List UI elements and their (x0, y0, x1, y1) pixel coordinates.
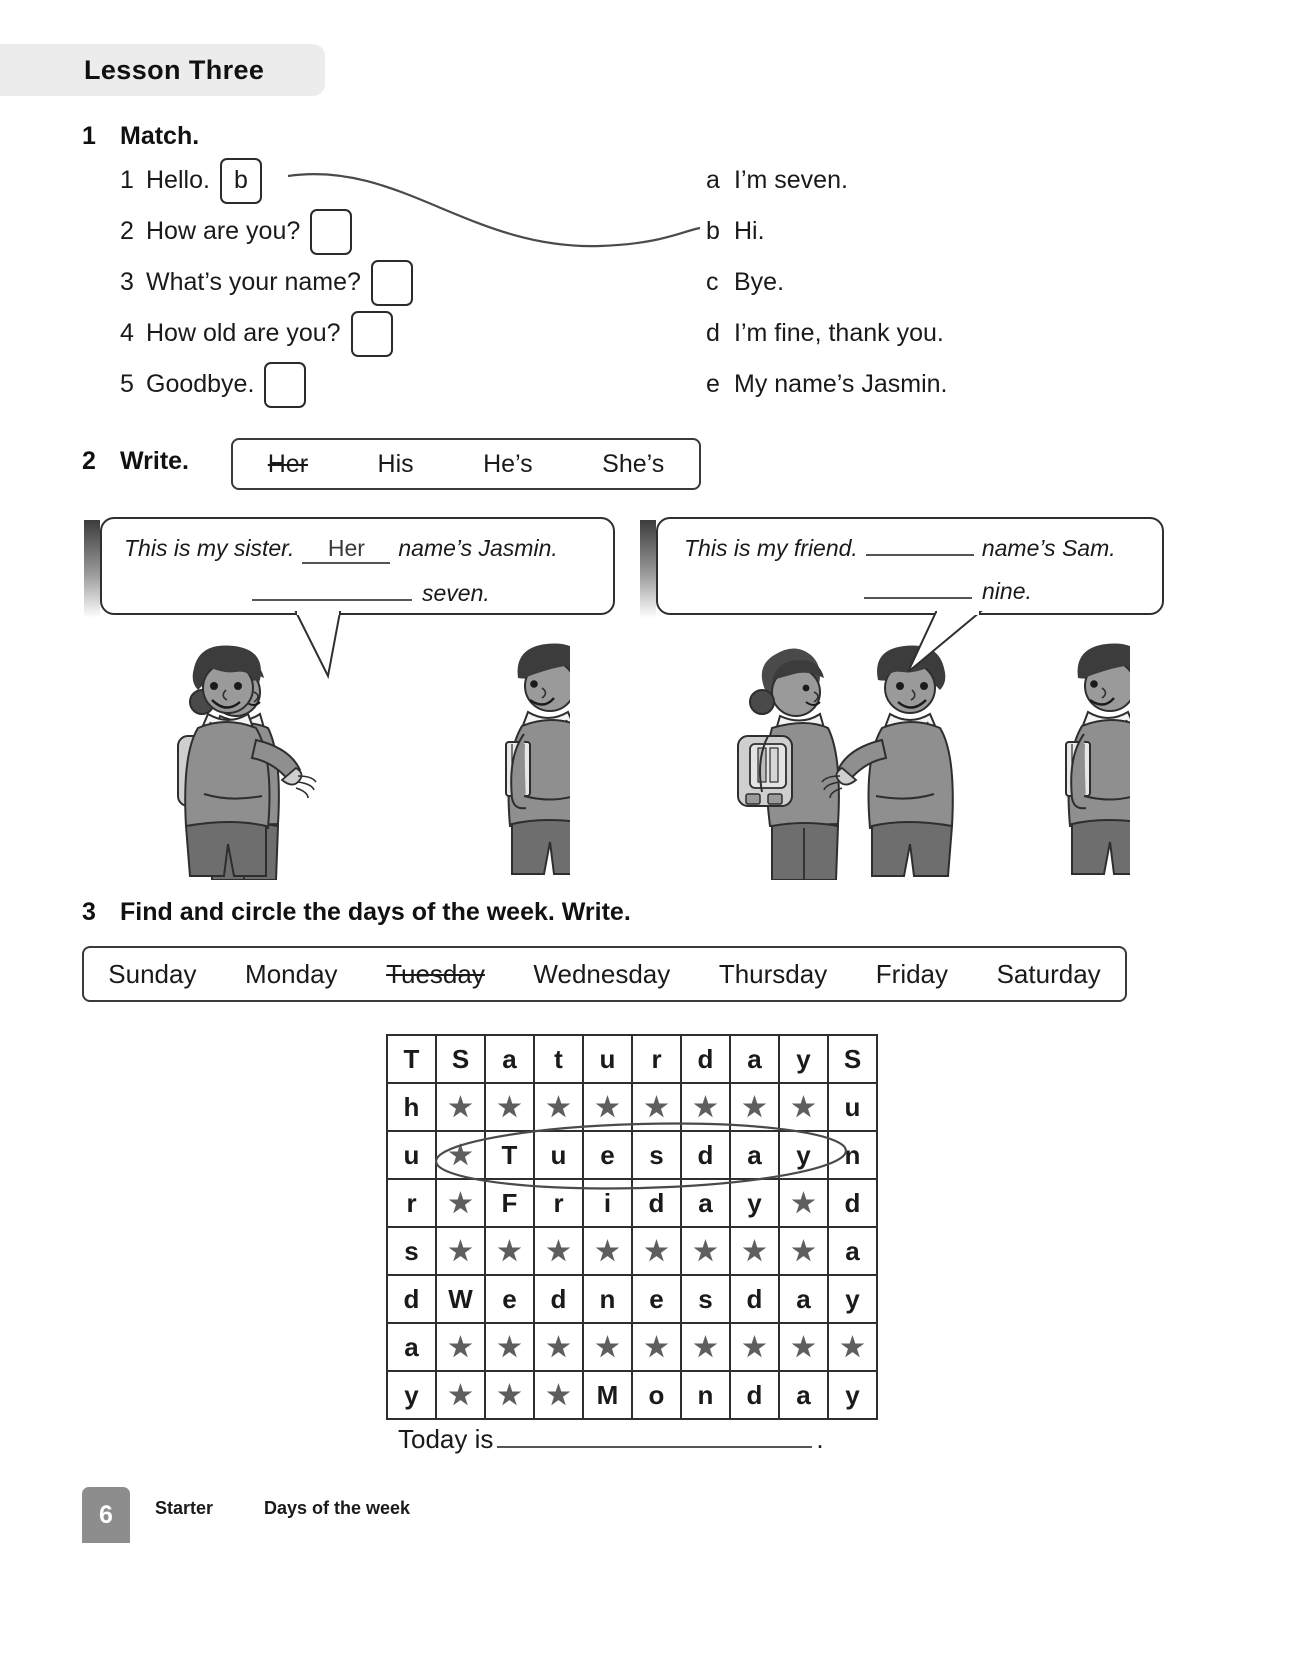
match-right-letter: b (706, 217, 720, 245)
speech-bubble-right-tail (860, 600, 1060, 690)
match-left-text: How are you? (146, 217, 301, 245)
word-search-star-cell[interactable]: ★ (632, 1083, 681, 1131)
word-search-star-cell[interactable]: ★ (534, 1371, 583, 1419)
word-search-star-cell[interactable]: ★ (632, 1323, 681, 1371)
word-search-row (387, 1275, 877, 1323)
word-search-letter-cell[interactable]: S (436, 1035, 485, 1083)
today-is-line (398, 1424, 824, 1455)
word-search-letter-cell[interactable]: s (632, 1131, 681, 1179)
word-search-letter-cell[interactable]: M (583, 1371, 632, 1419)
word-bank-item[interactable]: Her (267, 449, 309, 478)
word-search-letter-cell[interactable]: d (681, 1131, 730, 1179)
match-answer-box[interactable] (351, 311, 393, 357)
word-search-star-cell[interactable]: ★ (485, 1083, 534, 1131)
word-search-letter-cell[interactable]: h (387, 1083, 436, 1131)
word-search-letter-cell[interactable]: a (387, 1323, 436, 1371)
word-search-star-cell[interactable]: ★ (779, 1083, 828, 1131)
match-right-row (706, 308, 1126, 359)
word-search-letter-cell[interactable]: d (681, 1035, 730, 1083)
match-answer-box[interactable] (371, 260, 413, 306)
word-search-row (387, 1179, 877, 1227)
word-search-star-cell[interactable]: ★ (436, 1179, 485, 1227)
word-search-letter-cell[interactable]: r (387, 1179, 436, 1227)
word-search-row (387, 1035, 877, 1083)
word-search-letter-cell[interactable]: d (730, 1275, 779, 1323)
word-search-letter-cell[interactable]: d (387, 1275, 436, 1323)
word-search-letter-cell[interactable]: n (583, 1275, 632, 1323)
word-search-star-cell[interactable]: ★ (779, 1227, 828, 1275)
today-is-period: . (816, 1424, 824, 1454)
exercise-1-number: 1 (82, 122, 96, 150)
word-search-star-cell[interactable]: ★ (681, 1083, 730, 1131)
bubble-shadow-left (84, 520, 100, 618)
word-search-letter-cell[interactable]: e (632, 1275, 681, 1323)
footer-topic: Days of the week (264, 1498, 411, 1518)
day-bank-item[interactable]: Monday (245, 958, 338, 989)
word-search-letter-cell[interactable]: i (583, 1179, 632, 1227)
word-search-star-cell[interactable]: ★ (534, 1083, 583, 1131)
exercise-1-title: Match. (120, 122, 200, 150)
match-right-text: Bye. (734, 268, 785, 296)
exercise-2-title: Write. (120, 447, 189, 475)
word-search-letter-cell[interactable]: a (779, 1371, 828, 1419)
word-search-star-cell[interactable]: ★ (583, 1227, 632, 1275)
match-answer-box[interactable] (264, 362, 306, 408)
word-search-star-cell[interactable]: ★ (681, 1227, 730, 1275)
word-search-star-cell[interactable]: ★ (730, 1323, 779, 1371)
match-left-number: 2 (120, 217, 134, 245)
bubble-right-line2-after: nine. (982, 578, 1032, 604)
word-search-letter-cell[interactable]: y (730, 1179, 779, 1227)
word-search-letter-cell[interactable]: u (534, 1131, 583, 1179)
word-search-letter-cell[interactable]: d (828, 1179, 877, 1227)
match-right-row (706, 206, 1126, 257)
exercise-3-title: Find and circle the days of the week. Write. (120, 898, 631, 926)
word-search-star-cell[interactable]: ★ (779, 1179, 828, 1227)
match-left-number: 4 (120, 319, 134, 347)
word-search-star-cell[interactable]: ★ (632, 1227, 681, 1275)
word-search-letter-cell[interactable]: S (828, 1035, 877, 1083)
match-left-text: What’s your name? (146, 268, 361, 296)
word-search-letter-cell[interactable]: d (534, 1275, 583, 1323)
word-search-letter-cell[interactable]: d (730, 1371, 779, 1419)
today-is-blank[interactable] (497, 1446, 812, 1448)
word-search-star-cell[interactable]: ★ (436, 1323, 485, 1371)
word-search-letter-cell[interactable]: a (828, 1227, 877, 1275)
word-search-letter-cell[interactable]: y (779, 1131, 828, 1179)
match-right-row (706, 155, 1126, 206)
bubble-right-blank-1[interactable] (866, 554, 974, 556)
word-search-star-cell[interactable]: ★ (436, 1131, 485, 1179)
match-left-row (120, 206, 680, 257)
match-answer-box[interactable]: b (220, 158, 262, 204)
exercise-1-heading (82, 122, 199, 151)
bubble-shadow-right (640, 520, 656, 618)
match-right-text: I’m fine, thank you. (734, 319, 944, 347)
match-right-text: I’m seven. (734, 166, 848, 194)
word-search-star-cell[interactable]: ★ (779, 1323, 828, 1371)
word-bank (231, 438, 701, 490)
match-left-number: 5 (120, 370, 134, 398)
today-is-label: Today is (398, 1424, 494, 1454)
word-search-letter-cell[interactable]: W (436, 1275, 485, 1323)
match-right-column (706, 155, 1126, 410)
word-bank-item[interactable]: His (377, 449, 414, 478)
word-search-letter-cell[interactable]: s (681, 1275, 730, 1323)
bubble-right-blank-2[interactable] (864, 597, 972, 599)
word-search-letter-cell[interactable]: t (534, 1035, 583, 1083)
match-left-row (120, 308, 680, 359)
footer-level: Starter (155, 1498, 214, 1518)
word-search-row (387, 1323, 877, 1371)
word-search-letter-cell[interactable]: u (583, 1035, 632, 1083)
word-search-letter-cell[interactable]: r (632, 1035, 681, 1083)
page-number: 6 (99, 1500, 113, 1529)
word-search-row (387, 1083, 877, 1131)
word-search-star-cell[interactable]: ★ (583, 1083, 632, 1131)
bubble-left-blank-1[interactable]: Her (302, 535, 390, 564)
match-answer-box[interactable] (310, 209, 352, 255)
lesson-header-tab (0, 44, 325, 96)
word-search-letter-cell[interactable]: a (730, 1035, 779, 1083)
match-right-row (706, 257, 1126, 308)
match-right-letter: c (706, 268, 719, 296)
word-search-star-cell[interactable]: ★ (730, 1227, 779, 1275)
word-bank-item[interactable]: She’s (602, 449, 665, 478)
page-number-tab (82, 1487, 130, 1543)
word-search-star-cell[interactable]: ★ (681, 1323, 730, 1371)
match-right-letter: d (706, 319, 720, 347)
word-search-star-cell[interactable]: ★ (436, 1083, 485, 1131)
word-search-letter-cell[interactable]: T (485, 1131, 534, 1179)
match-left-text: Goodbye. (146, 370, 255, 398)
match-left-number: 1 (120, 166, 134, 194)
word-search-letter-cell[interactable]: e (485, 1275, 534, 1323)
day-bank-item[interactable]: Thursday (718, 958, 828, 989)
word-search-star-cell[interactable]: ★ (485, 1371, 534, 1419)
day-bank-item[interactable]: Friday (875, 958, 949, 989)
word-search-letter-cell[interactable]: r (534, 1179, 583, 1227)
word-search-star-cell[interactable]: ★ (534, 1227, 583, 1275)
word-search-letter-cell[interactable]: y (387, 1371, 436, 1419)
word-search-star-cell[interactable]: ★ (730, 1083, 779, 1131)
word-search-letter-cell[interactable]: y (779, 1035, 828, 1083)
match-left-text: Hello. (146, 166, 210, 194)
word-search-row (387, 1371, 877, 1419)
match-right-text: My name’s Jasmin. (734, 370, 948, 398)
bubble-left-line1-after: name’s Jasmin. (398, 535, 558, 561)
match-left-row (120, 155, 680, 206)
match-left-row (120, 257, 680, 308)
word-search-star-cell[interactable]: ★ (485, 1323, 534, 1371)
word-search-letter-cell[interactable]: u (387, 1131, 436, 1179)
word-search-star-cell[interactable]: ★ (436, 1371, 485, 1419)
day-bank-item[interactable]: Wednesday (533, 958, 671, 989)
word-search-letter-cell[interactable]: o (632, 1371, 681, 1419)
exercise-2-heading (82, 447, 189, 476)
word-search-letter-cell[interactable]: a (485, 1035, 534, 1083)
match-right-row (706, 359, 1126, 410)
bubble-right-line1-after: name’s Sam. (981, 535, 1116, 561)
exercise-3-heading (82, 898, 631, 927)
word-search-letter-cell[interactable]: F (485, 1179, 534, 1227)
bubble-right-line1-before: This is my friend. (684, 535, 858, 561)
word-bank-item[interactable]: He’s (483, 449, 533, 478)
word-search-letter-cell[interactable]: y (828, 1371, 877, 1419)
word-search-letter-cell[interactable]: u (828, 1083, 877, 1131)
exercise-3-number: 3 (82, 898, 96, 926)
word-search-letter-cell[interactable]: a (681, 1179, 730, 1227)
match-left-number: 3 (120, 268, 134, 296)
match-left-column (120, 155, 680, 410)
word-search-letter-cell[interactable]: n (828, 1131, 877, 1179)
word-search-star-cell[interactable]: ★ (583, 1323, 632, 1371)
word-search-letter-cell[interactable]: s (387, 1227, 436, 1275)
word-search-letter-cell[interactable]: n (681, 1371, 730, 1419)
word-search-letter-cell[interactable]: y (828, 1275, 877, 1323)
day-bank-item[interactable]: Sunday (108, 958, 197, 989)
match-left-row (120, 359, 680, 410)
day-bank-item[interactable]: Tuesday (386, 958, 485, 989)
word-search-letter-cell[interactable]: a (730, 1131, 779, 1179)
word-search-letter-cell[interactable]: d (632, 1179, 681, 1227)
word-search-star-cell[interactable]: ★ (828, 1323, 877, 1371)
days-word-bank (82, 946, 1127, 1002)
match-right-letter: a (706, 166, 720, 194)
word-search-star-cell[interactable]: ★ (534, 1323, 583, 1371)
word-search-star-cell[interactable]: ★ (485, 1227, 534, 1275)
word-search-letter-cell[interactable]: T (387, 1035, 436, 1083)
word-search-row (387, 1131, 877, 1179)
word-search-letter-cell[interactable]: e (583, 1131, 632, 1179)
word-search-letter-cell[interactable]: a (779, 1275, 828, 1323)
lesson-title: Lesson Three (84, 54, 265, 85)
match-right-text: Hi. (734, 217, 765, 245)
day-bank-item[interactable]: Saturday (996, 958, 1101, 989)
exercise-2-number: 2 (82, 447, 96, 475)
bubble-left-line2-after: seven. (422, 580, 490, 606)
word-search-star-cell[interactable]: ★ (436, 1227, 485, 1275)
word-search-grid (386, 1034, 878, 1420)
match-left-text: How old are you? (146, 319, 341, 347)
word-search-row (387, 1227, 877, 1275)
bubble-left-line1-before: This is my sister. (124, 535, 295, 561)
speech-bubble-left-tail (100, 600, 400, 690)
match-right-letter: e (706, 370, 720, 398)
